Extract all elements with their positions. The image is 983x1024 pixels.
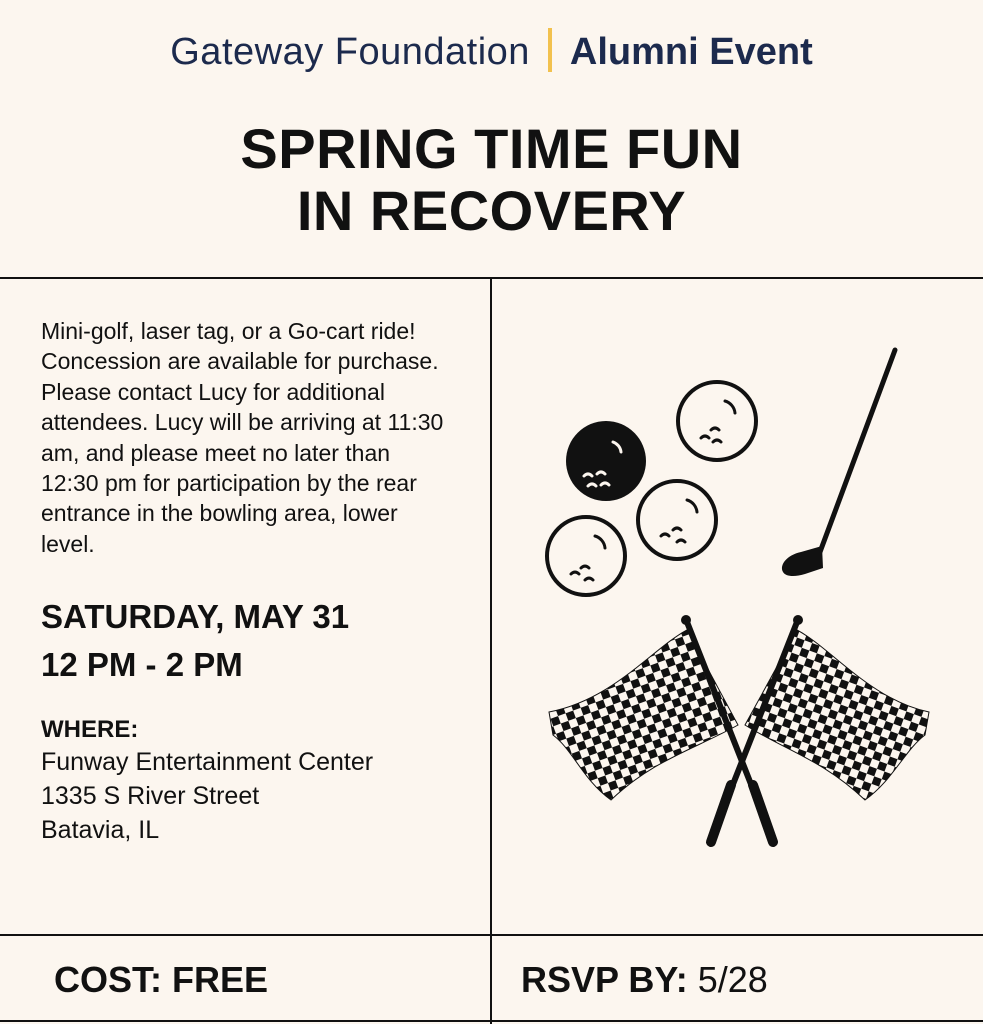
where-label: WHERE:: [41, 716, 139, 744]
event-datetime: [41, 593, 471, 689]
event-date: SATURDAY, MAY 31: [41, 598, 350, 636]
event-time: 12 PM - 2 PM: [41, 646, 243, 684]
illustration-panel: [493, 280, 983, 935]
rsvp-date: 5/28: [697, 958, 768, 1000]
organization-name: Gateway Foundation: [170, 31, 530, 73]
event-description: Mini-golf, laser tag, or a Go-cart ride! Concession are available for purchase. Please contact Lucy for additional attendees. Lucy will be arriving at 11:30 am, and please meet no later than 12:30 pm for participation by the rear entrance in the bowling area, lower level.: [41, 318, 444, 557]
rsvp-label: RSVP BY:: [521, 958, 688, 1000]
title-line-2: IN RECOVERY: [296, 179, 687, 242]
event-title: [0, 118, 983, 242]
event-type: Alumni Event: [569, 31, 813, 73]
venue-name: Funway Entertainment Center: [41, 748, 374, 777]
checkered-flags-icon: [549, 615, 929, 842]
golf-balls-icon: [547, 382, 756, 595]
venue-address: [41, 745, 471, 847]
golf-club-icon: [782, 350, 895, 576]
brand-line: [0, 26, 983, 78]
divider-vertical: [490, 278, 492, 1024]
rsvp-info: [521, 937, 768, 1022]
cost-info: COST: FREE: [54, 958, 269, 1000]
brand-divider: [548, 28, 552, 72]
event-details: [41, 316, 471, 847]
title-line-1: SPRING TIME FUN: [240, 117, 743, 180]
venue-street: 1335 S River Street: [41, 782, 260, 811]
venue-city: Batavia, IL: [41, 816, 160, 845]
flyer-header: [0, 0, 983, 278]
